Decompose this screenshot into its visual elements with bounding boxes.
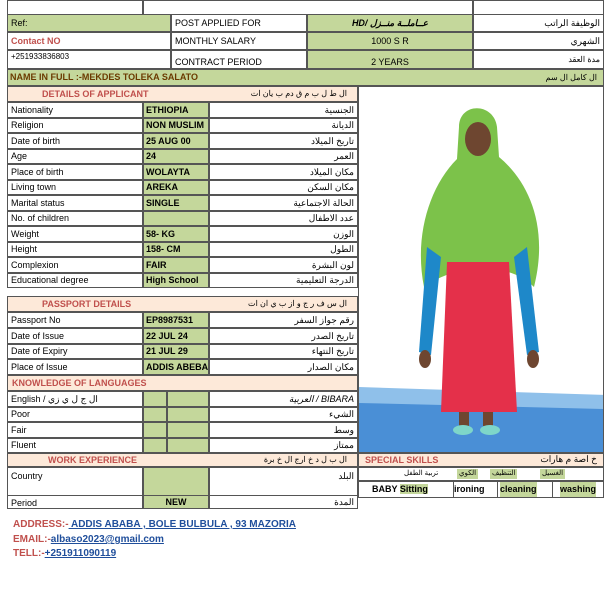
lang-english-cell xyxy=(143,391,167,407)
details-label: Nationality xyxy=(7,102,143,118)
lang-level-cell xyxy=(167,407,209,422)
passport-ar: تاريخ النتهاء xyxy=(209,344,358,359)
details-label: Height xyxy=(7,242,143,257)
name-ar: ال كامل ال سم xyxy=(545,73,597,82)
details-label: Age xyxy=(7,149,143,164)
work-period-ar: المدة xyxy=(209,495,358,509)
details-value: NON MUSLIM xyxy=(143,118,209,133)
work-period-value: NEW xyxy=(143,495,209,509)
details-value: High School xyxy=(143,273,209,288)
skills-ar-items xyxy=(372,467,602,481)
lang-level-cell xyxy=(167,422,209,438)
lang-level-label: Fluent xyxy=(7,438,143,453)
languages-title xyxy=(7,375,358,391)
details-title-ar: ال ط ل ب م ق دم ب يان ات xyxy=(250,89,347,98)
contract-ar: مدة العقد xyxy=(473,50,604,69)
full-name: NAME IN FULL :-MEKDES TOLEKA SALATO xyxy=(10,72,198,82)
details-title-text: DETAILS OF APPLICANT xyxy=(42,89,149,99)
contact-phone: +251933836803 xyxy=(7,50,171,69)
passport-title-text: PASSPORT DETAILS xyxy=(42,299,132,309)
details-label: Date of birth xyxy=(7,133,143,149)
details-ar: مكان السكن xyxy=(209,180,358,195)
passport-value: 22 JUL 24 xyxy=(143,328,209,344)
address-value[interactable]: ADDIS ABABA , BOLE BULBULA , 93 MAZORIA xyxy=(68,519,296,530)
details-value: 24 xyxy=(143,149,209,164)
passport-value: EP8987531 xyxy=(143,312,209,328)
skill-babysitting-prefix: BABY xyxy=(372,484,400,494)
details-value: FAIR xyxy=(143,257,209,273)
lang-level-ar: وسط xyxy=(209,422,358,438)
lang-level-label: Fair xyxy=(7,422,143,438)
top-blank-right xyxy=(473,0,604,14)
salary-label: MONTHLY SALARY xyxy=(171,32,307,50)
passport-ar: رقم جواز السفر xyxy=(209,312,358,328)
passport-ar: مكان الصدار xyxy=(209,359,358,375)
details-label: Religion xyxy=(7,118,143,133)
lang-level-label: Poor xyxy=(7,407,143,422)
passport-label: Date of Expiry xyxy=(7,344,143,359)
skills-title-ar: خ اصة م هارات xyxy=(540,454,597,464)
tel-label: TELL:- xyxy=(13,548,45,559)
passport-label: Date of Issue xyxy=(7,328,143,344)
contract-value: 2 YEARS xyxy=(307,50,473,69)
post-label: POST APPLIED FOR xyxy=(171,14,307,32)
passport-title-ar: ال س ف ر ج و از ب ي ان ات xyxy=(248,299,347,308)
skill-babysitting xyxy=(372,482,428,497)
post-value: HD/ عــاملــة منــزل xyxy=(307,14,473,32)
lang-english: English / ال ج ل ي زي xyxy=(7,391,143,407)
work-period-label: Period xyxy=(7,495,143,509)
work-title-text: WORK EXPERIENCE xyxy=(48,455,138,465)
post-ar: الوظيفة الراتب xyxy=(473,14,604,32)
details-ar: مكان الميلاد xyxy=(209,164,358,180)
passport-label: Place of Issue xyxy=(7,359,143,375)
top-blank-middle xyxy=(143,0,473,14)
passport-value: ADDIS ABEBA xyxy=(143,359,209,375)
lang-level-cell xyxy=(143,422,167,438)
salary-ar: الشهري xyxy=(473,32,604,50)
passport-label: Passport No xyxy=(7,312,143,328)
details-ar: الديانة xyxy=(209,118,358,133)
skills-items xyxy=(372,482,604,497)
lang-level-ar: الشيء xyxy=(209,407,358,422)
tel-link[interactable]: +251911090119 xyxy=(44,548,117,559)
lang-level-cell xyxy=(143,407,167,422)
lang-level-cell xyxy=(167,438,209,453)
details-ar: الدرجة التعليمية xyxy=(209,273,358,288)
details-ar: الجنسية xyxy=(209,102,358,118)
skill-washing: washing xyxy=(560,482,596,497)
details-label: Educational degree xyxy=(7,273,143,288)
applicant-photo-drawing xyxy=(359,87,604,453)
details-value: 25 AUG 00 xyxy=(143,133,209,149)
email-link[interactable]: albaso2023@gmail.com xyxy=(50,534,164,545)
work-country-ar: البلد xyxy=(209,467,358,495)
address-line xyxy=(13,518,603,532)
details-ar: الحالة الاجتماعية xyxy=(209,195,358,211)
work-title-ar: ال ب ل د خ ارج ال خ برة xyxy=(263,455,347,464)
lang-arabic: BIBARA / العربية xyxy=(209,391,358,407)
passport-ar: تاريخ الصدر xyxy=(209,328,358,344)
details-label: Place of birth xyxy=(7,164,143,180)
contact-label: Contact NO xyxy=(7,32,171,50)
lang-english-cell xyxy=(167,391,209,407)
details-label: Living town xyxy=(7,180,143,195)
details-value: SINGLE xyxy=(143,195,209,211)
details-ar: الوزن xyxy=(209,226,358,242)
details-value: WOLAYTA xyxy=(143,164,209,180)
salary-value: 1000 S R xyxy=(307,32,473,50)
skill-cleaning: cleaning xyxy=(500,482,537,497)
top-blank-left xyxy=(7,0,143,14)
work-country-value xyxy=(143,467,209,495)
details-ar: عدد الاطفال xyxy=(209,211,358,226)
skill-ar-ironing: الكوي xyxy=(459,470,477,477)
languages-title-text: KNOWLEDGE OF LANGUAGES xyxy=(12,378,147,388)
skill-ar-washing: الغسيل xyxy=(542,470,564,477)
email-line xyxy=(13,533,603,547)
contract-label: CONTRACT PERIOD xyxy=(171,50,307,69)
lang-level-ar: ممتاز xyxy=(209,438,358,453)
details-value xyxy=(143,211,209,226)
details-value: AREKA xyxy=(143,180,209,195)
applicant-photo xyxy=(358,86,604,453)
details-ar: الطول xyxy=(209,242,358,257)
details-ar: العمر xyxy=(209,149,358,164)
email-label: EMAIL:- xyxy=(13,534,51,545)
work-country-label: Country xyxy=(7,467,143,495)
skills-title-text: SPECIAL SKILLS xyxy=(365,455,439,465)
passport-value: 21 JUL 29 xyxy=(143,344,209,359)
details-value: ETHIOPIA xyxy=(143,102,209,118)
details-label: Marital status xyxy=(7,195,143,211)
skill-ironing: ironing xyxy=(454,484,485,494)
skill-babysitting-label: Sitting xyxy=(399,484,428,494)
details-value: 58- KG xyxy=(143,226,209,242)
lang-level-cell xyxy=(143,438,167,453)
details-ar: تاريخ الميلاد xyxy=(209,133,358,149)
skill-ar-babysitting: تربية الطفل xyxy=(404,470,439,477)
details-label: No. of children xyxy=(7,211,143,226)
details-label: Weight xyxy=(7,226,143,242)
details-ar: لون البشرة xyxy=(209,257,358,273)
address-label: ADDRESS:- xyxy=(13,519,69,530)
tel-line xyxy=(13,547,603,561)
details-label: Complexion xyxy=(7,257,143,273)
details-value: 158- CM xyxy=(143,242,209,257)
skill-ar-cleaning: التنظيف xyxy=(492,470,516,477)
ref-label: Ref: xyxy=(7,14,171,32)
